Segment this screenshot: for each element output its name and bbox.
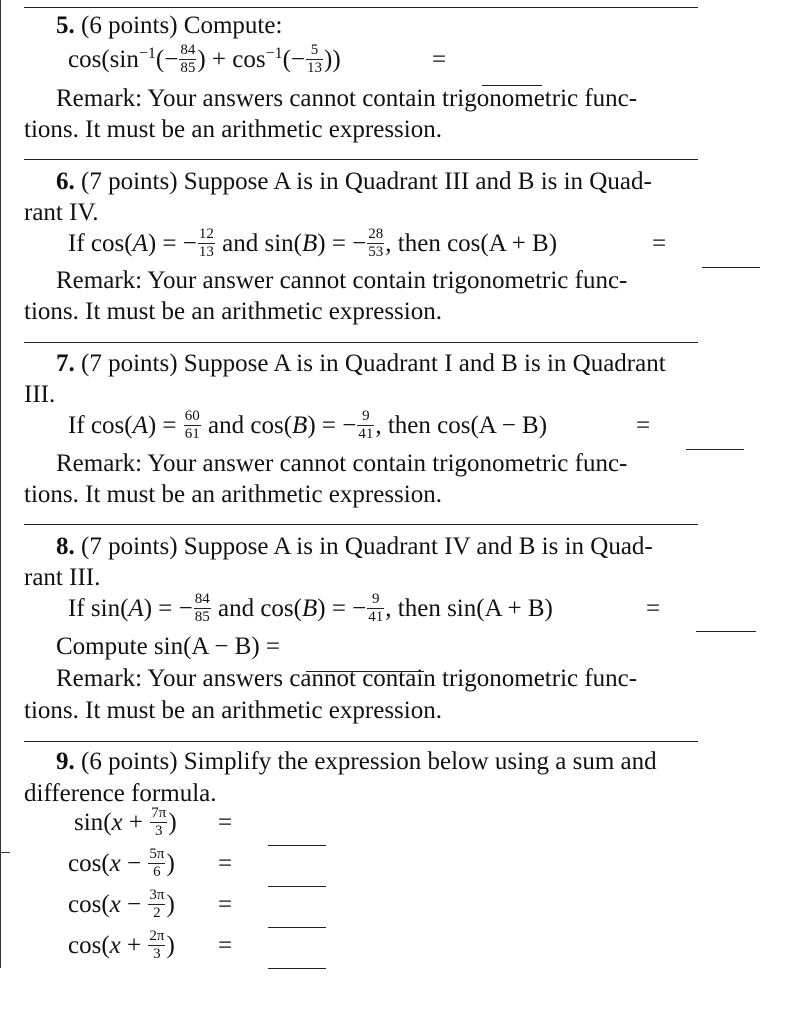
answer-blank-9a[interactable] bbox=[268, 844, 326, 846]
divider-5 bbox=[24, 7, 698, 8]
problem-points: (6 points) bbox=[81, 12, 178, 39]
problem-8-lead2: rant III. bbox=[24, 564, 101, 591]
fraction: $\frac{12}{13}$ bbox=[198, 226, 214, 260]
fraction: $\frac{5\pi}{6}$ bbox=[149, 846, 165, 880]
remark-8-line1: Remark: Your answers cannot contain trigonometric func- bbox=[56, 665, 638, 692]
remark-5-line2: tions. It must be an arithmetic expression. bbox=[24, 116, 442, 143]
simplify-row-3: cos(x − $\frac{3\pi}{2}$ ) bbox=[68, 887, 175, 921]
fraction: $\frac{9}{41}$ bbox=[368, 591, 384, 625]
answer-blank-9c[interactable] bbox=[268, 926, 326, 928]
problem-number: 5. bbox=[56, 12, 75, 39]
fraction: $\frac{84}{85}$ bbox=[180, 42, 196, 76]
equals-sign: = bbox=[218, 809, 233, 836]
problem-5-header bbox=[56, 13, 282, 38]
remark-6-line1: Remark: Your answer cannot contain trigonometric func- bbox=[56, 267, 628, 294]
problem-6-lead2: rant IV. bbox=[24, 199, 99, 226]
fraction: $\frac{3\pi}{2}$ bbox=[149, 887, 165, 921]
equals-sign: = bbox=[218, 932, 233, 959]
problem-lead: Compute: bbox=[183, 12, 283, 39]
fraction: $\frac{2\pi}{3}$ bbox=[149, 928, 165, 962]
fraction: $\frac{7\pi}{3}$ bbox=[151, 805, 167, 839]
simplify-row-4: cos(x + $\frac{2\pi}{3}$ ) bbox=[68, 928, 175, 962]
fraction: $\frac{9}{41}$ bbox=[358, 408, 374, 442]
divider-6 bbox=[24, 159, 698, 160]
answer-blank-9b[interactable] bbox=[268, 885, 326, 887]
simplify-row-1: sin(x + $\frac{7\pi}{3}$ ) bbox=[74, 805, 177, 839]
divider-7 bbox=[24, 342, 698, 343]
left-margin-bar bbox=[0, 0, 1, 968]
answer-blank-7[interactable] bbox=[686, 448, 744, 450]
equals-sign: = bbox=[218, 891, 233, 918]
margin-tick bbox=[0, 852, 10, 853]
problem-7-lead2: III. bbox=[24, 381, 56, 408]
equals-sign: = bbox=[218, 850, 233, 877]
problem-8-compute: Compute sin(A − B) = bbox=[56, 633, 281, 660]
fraction: $\frac{84}{85}$ bbox=[194, 591, 210, 625]
fraction: $\frac{60}{61}$ bbox=[184, 408, 200, 442]
problem-6-header: 6. (7 points) Suppose A is in Quadrant III and B is in Quad- bbox=[56, 168, 652, 195]
answer-blank-6[interactable] bbox=[702, 266, 760, 268]
equals-sign: = bbox=[652, 230, 667, 257]
answer-blank-9d[interactable] bbox=[268, 967, 326, 969]
remark-7-line1: Remark: Your answer cannot contain trigonometric func- bbox=[56, 450, 628, 477]
problem-8-given: If sin(A) = − $\frac{84}{85}$ and cos(B) = − $\frac{9}{41}$ , then sin(A + B) bbox=[68, 591, 553, 625]
equals-sign: = bbox=[432, 46, 447, 73]
remark-6-line2: tions. It must be an arithmetic expression. bbox=[24, 298, 442, 325]
problem-9-header: 9. (6 points) Simplify the expression below using a sum and bbox=[56, 748, 657, 775]
problem-9-lead2: difference formula. bbox=[24, 780, 217, 807]
fraction: $\frac{28}{53}$ bbox=[368, 226, 384, 260]
equals-sign: = bbox=[636, 412, 651, 439]
problem-6-given: If cos(A) = − $\frac{12}{13}$ and sin(B) = − $\frac{28}{53}$ , then cos(A + B) bbox=[68, 226, 558, 260]
divider-8 bbox=[24, 524, 698, 525]
remark-7-line2: tions. It must be an arithmetic expression. bbox=[24, 481, 442, 508]
remark-5-line1: Remark: Your answers cannot contain trigonometric func- bbox=[56, 85, 638, 112]
problem-8-header: 8. (7 points) Suppose A is in Quadrant IV and B is in Quad- bbox=[56, 533, 653, 560]
equals-sign: = bbox=[646, 595, 661, 622]
answer-blank-8a[interactable] bbox=[696, 630, 756, 632]
simplify-row-2: cos(x − $\frac{5\pi}{6}$ ) bbox=[68, 846, 175, 880]
remark-8-line2: tions. It must be an arithmetic expression. bbox=[24, 697, 442, 724]
problem-7-given: If cos(A) = $\frac{60}{61}$ and cos(B) = − $\frac{9}{41}$ , then cos(A − B) bbox=[68, 408, 548, 442]
divider-9 bbox=[24, 741, 698, 742]
problem-7-header: 7. (7 points) Suppose A is in Quadrant I and B is in Quadrant bbox=[56, 350, 666, 377]
problem-5-expression: $\cos(\sin^{-1}(-$ $\frac{84}{85}$ ) + $\cos^{-1}(-$ $\frac{5}{13}$ )) bbox=[68, 42, 341, 76]
fraction: $\frac{5}{13}$ bbox=[307, 42, 323, 76]
